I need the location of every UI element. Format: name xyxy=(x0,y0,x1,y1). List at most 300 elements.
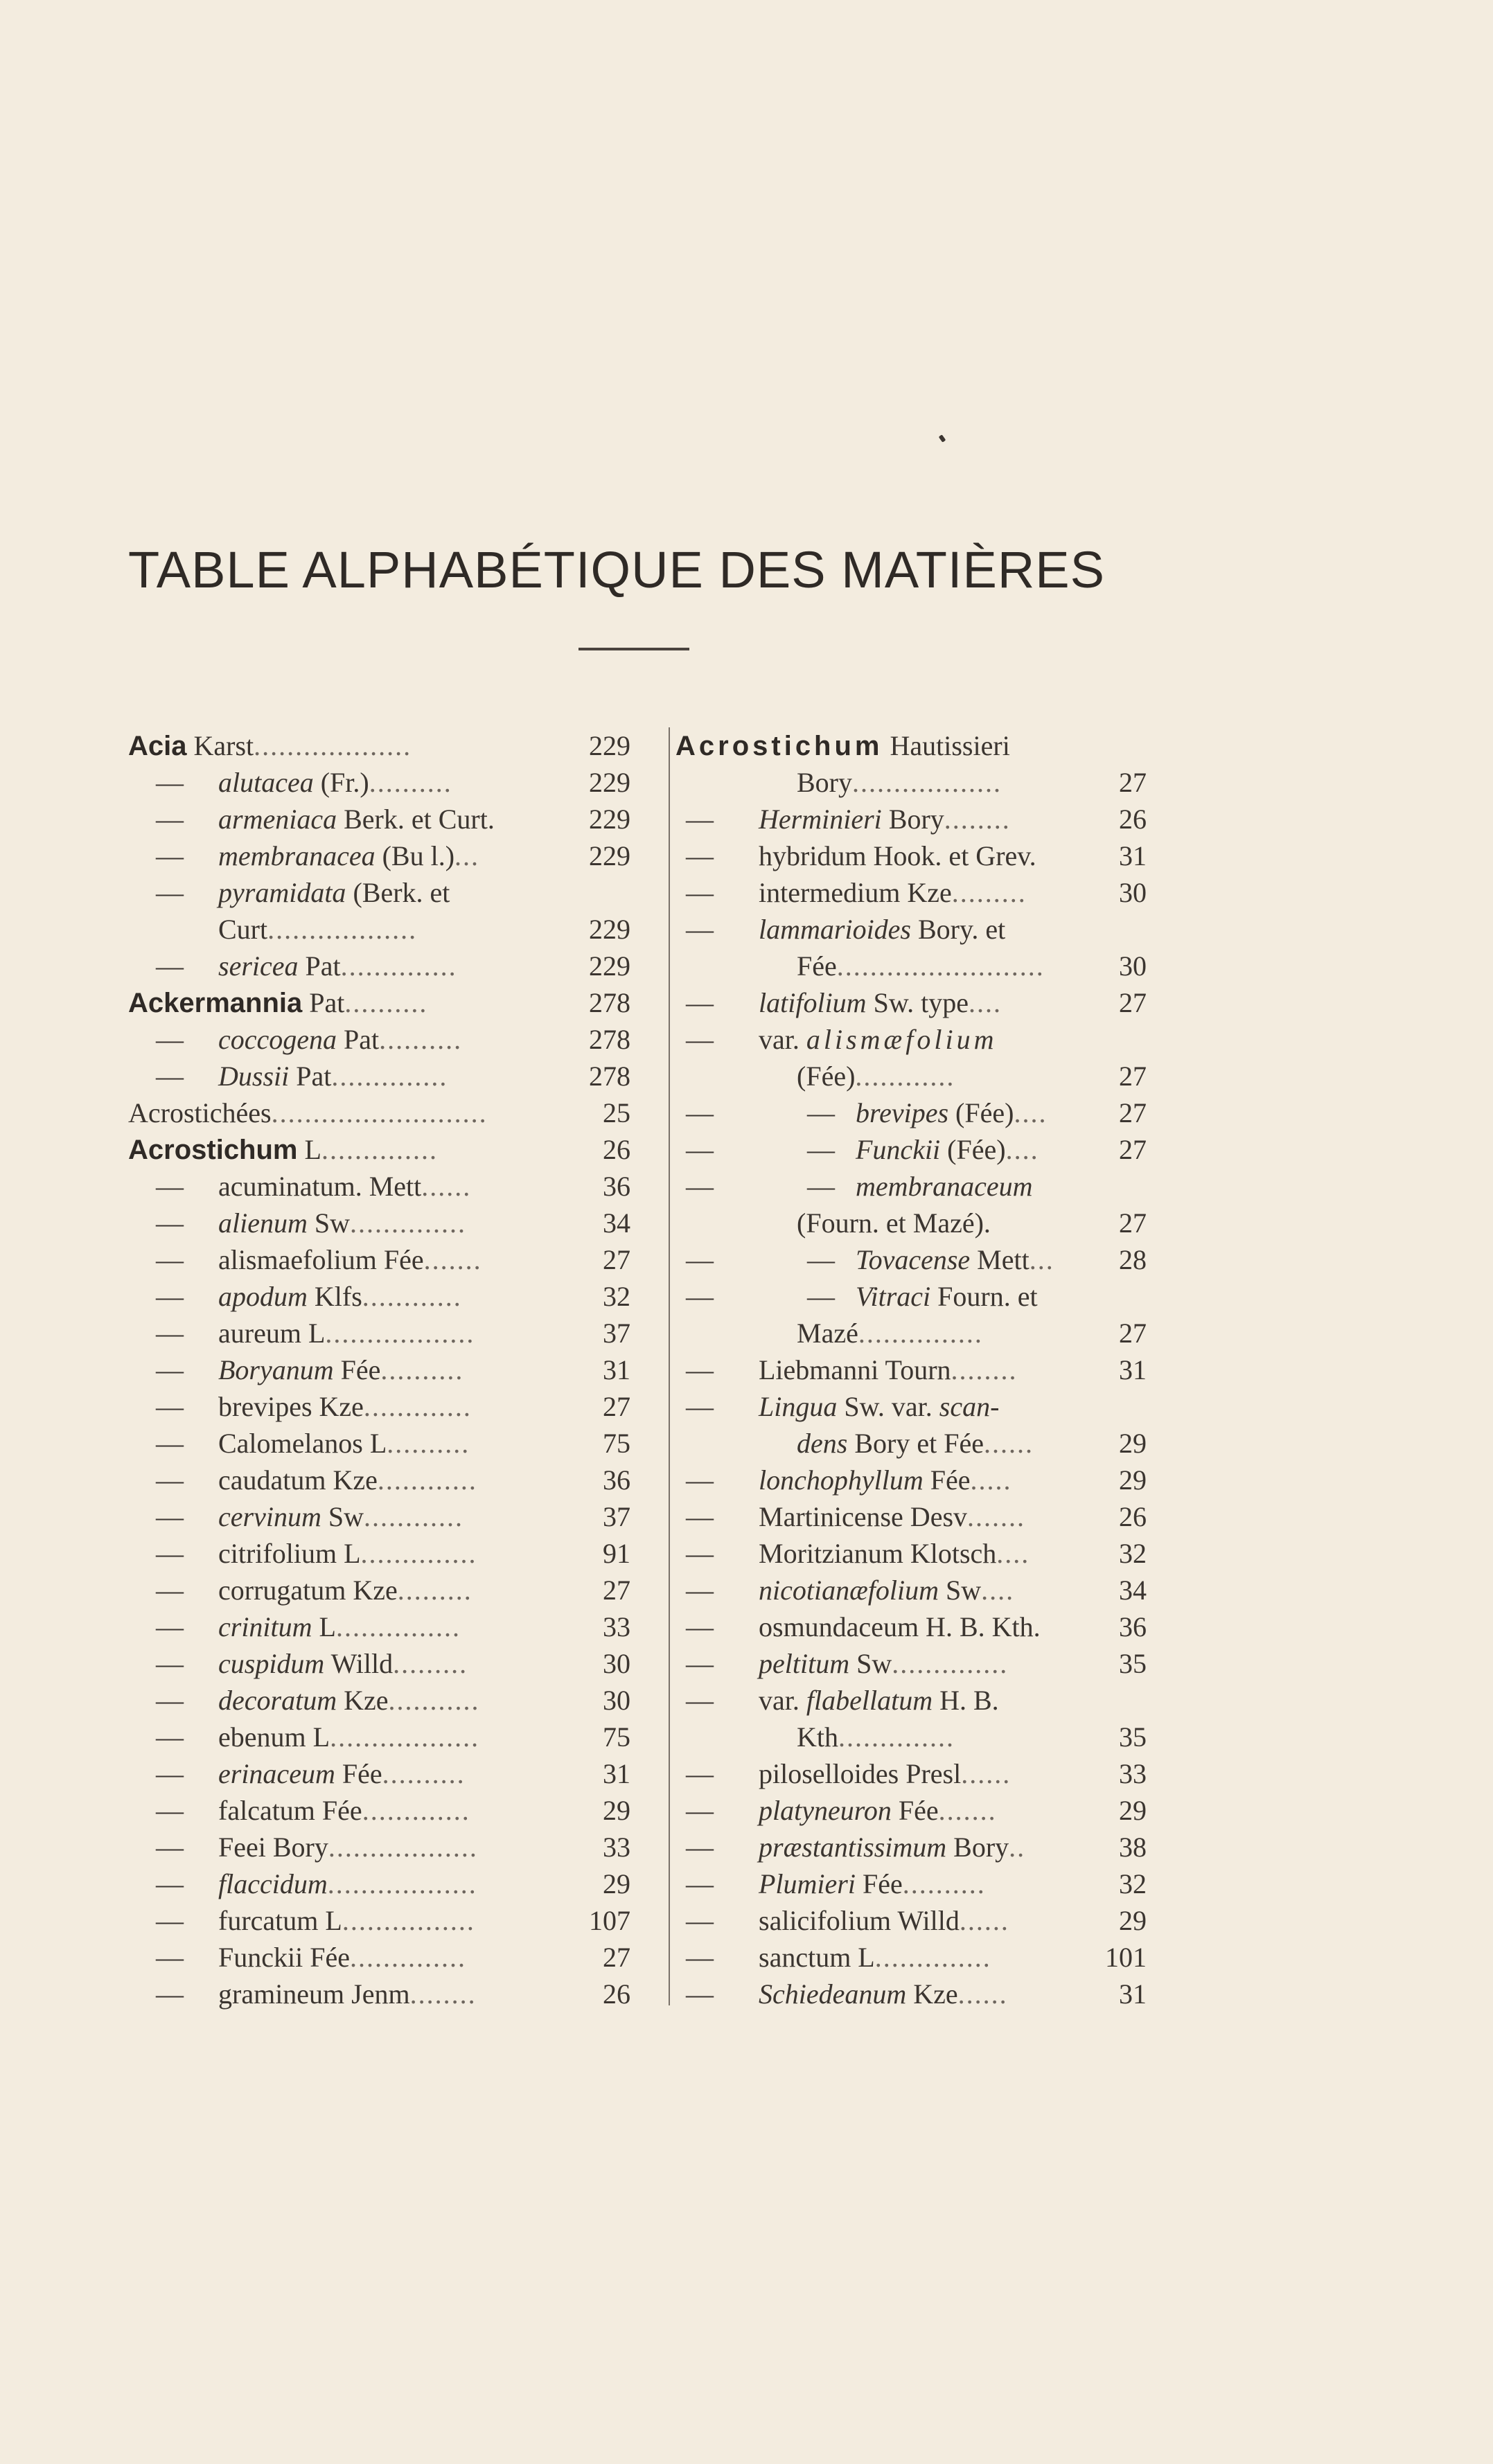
leader-dots: ................... xyxy=(254,730,412,761)
index-entry xyxy=(675,1829,1147,1865)
page-title: TABLE ALPHABÉTIQUE DES MATIÈRES xyxy=(128,541,1105,599)
dash-mark: — xyxy=(156,1942,184,1973)
species-name: decoratum xyxy=(218,1685,337,1716)
genus-name: Acrostichum xyxy=(675,731,883,761)
dash-mark: — xyxy=(156,804,184,835)
entry-author: Willd xyxy=(324,1648,394,1679)
page-number: 31 xyxy=(1119,1978,1147,2010)
genus-name: Ackermannia xyxy=(128,988,303,1018)
leader-dots: .............. xyxy=(350,1207,467,1239)
index-entry xyxy=(675,1058,1147,1094)
entry-text xyxy=(218,1572,472,1608)
entry-author: falcatum Fée xyxy=(218,1795,362,1826)
dash-mark: — xyxy=(686,1354,714,1385)
entry-text xyxy=(218,1462,477,1498)
entry-author: salicifolium Willd xyxy=(759,1905,960,1936)
index-entry xyxy=(128,727,630,764)
entry-text xyxy=(218,1939,466,1976)
entry-text xyxy=(759,984,1002,1021)
entry-continuation: Kth xyxy=(797,1721,838,1753)
entry-text xyxy=(759,1865,986,1902)
entry-text xyxy=(218,1388,472,1425)
dash-mark: — xyxy=(686,1501,714,1532)
entry-text xyxy=(218,764,452,801)
entry-author: Sw. var. xyxy=(837,1391,939,1422)
entry-continuation: Curt xyxy=(218,914,268,945)
entry-author: Calomelanos L xyxy=(218,1428,387,1459)
leader-dots: .................. xyxy=(327,1868,477,1899)
entry-author: Fée xyxy=(335,1758,382,1789)
entry-text xyxy=(759,911,1005,948)
entry-text xyxy=(759,1498,1025,1535)
leader-dots: .................. xyxy=(325,1318,475,1349)
leader-dots: ........... xyxy=(388,1685,480,1716)
entry-text xyxy=(856,1241,1054,1278)
entry-text xyxy=(218,801,495,837)
entry-author: Pat xyxy=(337,1024,380,1055)
variety-name: brevipes xyxy=(856,1097,949,1128)
dash-mark: — xyxy=(686,1538,714,1569)
variety-name: Tovacense xyxy=(856,1244,971,1275)
index-entry xyxy=(128,948,630,984)
index-entry xyxy=(675,1205,1147,1241)
entry-text xyxy=(759,1939,991,1976)
index-entry xyxy=(675,1902,1147,1939)
species-name: flaccidum xyxy=(218,1868,328,1899)
dash-mark: — xyxy=(156,1905,184,1936)
index-entry xyxy=(128,1241,630,1278)
index-entry xyxy=(675,801,1147,837)
entry-author: (Fr.) xyxy=(313,767,369,798)
dash-mark: — xyxy=(156,767,184,798)
index-entry xyxy=(128,1021,630,1058)
leader-dots: .... xyxy=(1014,1097,1048,1128)
species-name: lonchophyllum xyxy=(759,1464,924,1496)
entry-text xyxy=(797,1315,983,1351)
page-number: 31 xyxy=(603,1354,630,1385)
leader-dots: .......... xyxy=(380,1354,464,1385)
dash-mark: — xyxy=(156,950,184,982)
leader-dots: .............. xyxy=(892,1648,1009,1679)
leader-dots: ............. xyxy=(363,1391,472,1422)
entry-continuation: Mazé xyxy=(797,1318,858,1349)
page-number: 34 xyxy=(603,1207,630,1239)
entry-text xyxy=(128,727,412,764)
species-name: lammarioides xyxy=(759,914,911,945)
page-number: 30 xyxy=(603,1648,630,1679)
leader-dots: ......... xyxy=(397,1575,472,1606)
page-number: 26 xyxy=(603,1134,630,1165)
species-name: sericea xyxy=(218,950,299,982)
entry-text xyxy=(218,874,450,911)
entry-author: var. xyxy=(759,1024,806,1055)
entry-author: Sw. type xyxy=(866,987,969,1018)
leader-dots: ............... xyxy=(858,1318,983,1349)
page-number: 29 xyxy=(1119,1905,1147,1936)
leader-dots: .............. xyxy=(874,1942,991,1973)
species-name: alismæfolium xyxy=(806,1024,998,1055)
page-number: 75 xyxy=(603,1428,630,1459)
entry-author: Kze xyxy=(337,1685,389,1716)
page-number: 36 xyxy=(603,1464,630,1496)
entry-author: Bory xyxy=(946,1832,1009,1863)
entry-author: Sw xyxy=(307,1207,351,1239)
leader-dots: .. xyxy=(1009,1832,1026,1863)
entry-author: aureum L xyxy=(218,1318,326,1349)
dash-mark: — xyxy=(156,877,184,908)
leader-dots: ............ xyxy=(855,1061,955,1092)
entry-text xyxy=(759,1608,1041,1645)
entry-continuation: Bory xyxy=(797,767,852,798)
entry-text xyxy=(218,1535,477,1572)
index-entry xyxy=(128,1388,630,1425)
entry-author: Fourn. et xyxy=(930,1281,1038,1312)
variety-name: Vitraci xyxy=(856,1281,931,1312)
entry-text xyxy=(856,1168,1033,1205)
dash-mark: — xyxy=(156,1207,184,1239)
page-number: 26 xyxy=(1119,804,1147,835)
leader-dots: .................. xyxy=(328,1832,478,1863)
index-entry xyxy=(675,1168,1147,1205)
dash-mark: — xyxy=(686,1942,714,1973)
page-number: 29 xyxy=(1119,1428,1147,1459)
entry-author: (Fée) xyxy=(940,1134,1006,1165)
dash-mark: — xyxy=(686,1391,714,1422)
leader-dots: .......... xyxy=(382,1758,466,1789)
entry-author: Fée xyxy=(923,1464,971,1496)
index-entry xyxy=(128,1865,630,1902)
index-entry xyxy=(675,1608,1147,1645)
dash-mark: — xyxy=(156,1171,184,1202)
leader-dots: .......................... xyxy=(271,1097,488,1128)
dash-mark: — xyxy=(686,1905,714,1936)
page-number: 27 xyxy=(1119,987,1147,1018)
entry-text xyxy=(218,948,457,984)
leader-dots: ................ xyxy=(342,1905,475,1936)
leader-dots: .............. xyxy=(360,1538,477,1569)
dash-mark: — xyxy=(686,877,714,908)
page-number: 29 xyxy=(603,1795,630,1826)
page-number: 25 xyxy=(603,1097,630,1128)
page-number: 32 xyxy=(1119,1538,1147,1569)
entry-text xyxy=(759,801,1011,837)
entry-author: hybridum Hook. et Grev. xyxy=(759,840,1036,871)
entry-author: (Bu l.) xyxy=(375,840,455,871)
dash-mark: — xyxy=(156,1978,184,2010)
species-name: Lingua xyxy=(759,1391,838,1422)
species-name: crinitum xyxy=(218,1611,312,1642)
page-number: 75 xyxy=(603,1721,630,1753)
page-number: 30 xyxy=(603,1685,630,1716)
page-number: 229 xyxy=(589,950,630,982)
dash-mark: — xyxy=(156,1501,184,1532)
dash-mark: — xyxy=(686,1281,714,1312)
entry-text xyxy=(218,1021,462,1058)
leader-dots: .............. xyxy=(838,1721,955,1753)
dash-mark: — xyxy=(686,1758,714,1789)
index-entry xyxy=(675,1719,1147,1755)
dash-mark: — xyxy=(686,1685,714,1716)
leader-dots: .................. xyxy=(852,767,1002,798)
entry-text xyxy=(218,1976,477,2012)
dash-mark: — xyxy=(156,1832,184,1863)
page-number: 27 xyxy=(1119,1318,1147,1349)
index-entry xyxy=(128,1682,630,1719)
leader-dots: ............ xyxy=(362,1281,462,1312)
index-entry xyxy=(128,801,630,837)
dash-mark: — xyxy=(686,804,714,835)
entry-author: Fée xyxy=(891,1795,939,1826)
entry-text xyxy=(797,1058,955,1094)
leader-dots: ....... xyxy=(938,1795,997,1826)
page-number: 229 xyxy=(589,804,630,835)
entry-author: Bory. et xyxy=(911,914,1006,945)
page-number: 229 xyxy=(589,840,630,871)
entry-author: Pat xyxy=(289,1061,332,1092)
entry-author: piloselloides Presl xyxy=(759,1758,962,1789)
index-entry xyxy=(128,837,630,874)
dash-mark: — xyxy=(156,1281,184,1312)
page-number: 30 xyxy=(1119,877,1147,908)
entry-text xyxy=(218,1498,463,1535)
species-name: nicotianæfolium xyxy=(759,1575,939,1606)
index-entry xyxy=(128,874,630,911)
dash-mark: — xyxy=(156,1721,184,1753)
entry-author: Liebmanni Tourn xyxy=(759,1354,951,1385)
index-entry xyxy=(128,1462,630,1498)
entry-text xyxy=(759,1792,997,1829)
entry-text xyxy=(759,1388,999,1425)
page-number: 27 xyxy=(1119,1061,1147,1092)
index-entry xyxy=(128,1572,630,1608)
index-entry xyxy=(128,984,630,1021)
entry-text xyxy=(759,1829,1025,1865)
entry-text xyxy=(218,1168,471,1205)
entry-author: Sw xyxy=(321,1501,364,1532)
page-number: 27 xyxy=(1119,1134,1147,1165)
page-number: 37 xyxy=(603,1318,630,1349)
entry-author: acuminatum. Mett xyxy=(218,1171,422,1202)
page-number: 27 xyxy=(1119,1097,1147,1128)
dash-mark: — xyxy=(686,1024,714,1055)
entry-text xyxy=(218,1241,482,1278)
entry-text xyxy=(856,1131,1039,1168)
variety-name: Funckii xyxy=(856,1134,941,1165)
species-name: flabellatum xyxy=(806,1685,933,1716)
entry-text xyxy=(218,837,479,874)
dash-mark: — xyxy=(686,1134,714,1165)
dash-mark: — xyxy=(156,1611,184,1642)
leader-dots: ....... xyxy=(423,1244,482,1275)
entry-text xyxy=(797,764,1002,801)
page-number: 33 xyxy=(603,1832,630,1863)
index-entry xyxy=(675,1792,1147,1829)
index-entry xyxy=(675,1278,1147,1315)
leader-dots: ...... xyxy=(961,1758,1011,1789)
entry-continuation: (Fée) xyxy=(797,1061,856,1092)
leader-dots: .......... xyxy=(902,1868,986,1899)
index-entry xyxy=(675,1388,1147,1425)
dash-mark: — xyxy=(156,1795,184,1826)
entry-author: ebenum L xyxy=(218,1721,330,1753)
index-entry xyxy=(128,1902,630,1939)
species-name: præstantissimum xyxy=(759,1832,947,1863)
leader-dots: ............... xyxy=(335,1611,461,1642)
page-number: 229 xyxy=(589,730,630,761)
dash-mark: — xyxy=(686,1795,714,1826)
entry-text xyxy=(759,1902,1009,1939)
entry-text xyxy=(218,1682,479,1719)
index-entry xyxy=(128,1719,630,1755)
index-entry xyxy=(128,764,630,801)
index-entry xyxy=(675,1572,1147,1608)
species-name: apodum xyxy=(218,1281,308,1312)
species-name: erinaceum xyxy=(218,1758,335,1789)
species-name: membranacea xyxy=(218,840,376,871)
species-name: coccogena xyxy=(218,1024,337,1055)
page-number: 34 xyxy=(1119,1575,1147,1606)
entry-text xyxy=(797,1425,1034,1462)
dash-mark: — xyxy=(686,1648,714,1679)
page-number: 31 xyxy=(1119,840,1147,871)
entry-text xyxy=(218,1902,475,1939)
entry-author: Funckii Fée xyxy=(218,1942,350,1973)
index-entry xyxy=(675,948,1147,984)
entry-text xyxy=(797,948,1045,984)
entry-author: Berk. et Curt. xyxy=(337,804,495,835)
page-number: 29 xyxy=(603,1868,630,1899)
entry-author: brevipes Kze xyxy=(218,1391,364,1422)
index-entry xyxy=(128,1168,630,1205)
title-rule xyxy=(578,648,689,650)
dash-mark: — xyxy=(686,1832,714,1863)
page-number: 35 xyxy=(1119,1721,1147,1753)
index-entry xyxy=(128,1094,630,1131)
entry-text xyxy=(675,727,1010,764)
leader-dots: ........ xyxy=(944,804,1011,835)
entry-author: Sw xyxy=(939,1575,982,1606)
index-entry xyxy=(675,1131,1147,1168)
entry-author: Kze xyxy=(906,1978,958,2010)
entry-author: Fée xyxy=(333,1354,381,1385)
dash-mark: — xyxy=(686,840,714,871)
index-entry xyxy=(675,1645,1147,1682)
entry-text xyxy=(759,1462,1012,1498)
index-entry xyxy=(128,1829,630,1865)
dash-mark: — xyxy=(686,1575,714,1606)
entry-text xyxy=(856,1278,1038,1315)
page-number: 101 xyxy=(1105,1942,1147,1973)
leader-dots: ......................... xyxy=(836,950,1045,982)
dash-mark: — xyxy=(156,1354,184,1385)
page-number: 27 xyxy=(1119,767,1147,798)
index-entry xyxy=(675,764,1147,801)
dash-mark: — xyxy=(686,1464,714,1496)
page-number: 278 xyxy=(589,1061,630,1092)
page-number: 29 xyxy=(1119,1795,1147,1826)
entry-author: citrifolium L xyxy=(218,1538,361,1569)
leader-dots: .............. xyxy=(321,1134,438,1165)
entry-continuation: (Fourn. et Mazé). xyxy=(797,1207,991,1239)
dash-mark: — xyxy=(156,840,184,871)
genus-name: Acrostichum xyxy=(128,1135,298,1165)
entry-text xyxy=(759,1021,997,1058)
left-column xyxy=(128,727,630,2012)
page-number: 229 xyxy=(589,767,630,798)
dash-mark: — xyxy=(686,1868,714,1899)
index-entry xyxy=(675,874,1147,911)
entry-text xyxy=(759,837,1036,874)
entry-text xyxy=(759,1682,999,1719)
dash-mark: — xyxy=(156,1868,184,1899)
entry-text xyxy=(759,1535,1030,1572)
index-entry xyxy=(128,1058,630,1094)
entry-author: furcatum L xyxy=(218,1905,342,1936)
entry-text xyxy=(218,1425,470,1462)
leader-dots: ... xyxy=(454,840,480,871)
column-divider xyxy=(669,727,670,2005)
species-name: peltitum xyxy=(759,1648,850,1679)
leader-dots: .............. xyxy=(340,950,457,982)
entry-author: Fée xyxy=(855,1868,903,1899)
dash-mark: — xyxy=(156,1024,184,1055)
dash-mark: — xyxy=(156,1428,184,1459)
dash-mark: — xyxy=(156,1685,184,1716)
entry-text xyxy=(797,1205,991,1241)
dash-mark: — xyxy=(156,1391,184,1422)
leader-dots: ...... xyxy=(983,1428,1034,1459)
leader-dots: ............ xyxy=(363,1501,463,1532)
leader-dots: ...... xyxy=(421,1171,472,1202)
dash-mark: — xyxy=(156,1648,184,1679)
page-number: 31 xyxy=(1119,1354,1147,1385)
index-entry xyxy=(128,911,630,948)
index-entry xyxy=(675,1535,1147,1572)
leader-dots: ......... xyxy=(951,877,1027,908)
index-entry xyxy=(675,1094,1147,1131)
entry-text xyxy=(759,1755,1011,1792)
index-entry xyxy=(128,1498,630,1535)
species-name: latifolium xyxy=(759,987,867,1018)
page-number: 91 xyxy=(603,1538,630,1569)
page-number: 27 xyxy=(603,1391,630,1422)
right-column xyxy=(675,727,1147,2012)
leader-dots: .......... xyxy=(379,1024,463,1055)
entry-author: Sw xyxy=(849,1648,892,1679)
leader-dots: ..... xyxy=(970,1464,1012,1496)
leader-dots: .............. xyxy=(331,1061,448,1092)
leader-dots: ............ xyxy=(377,1464,477,1496)
page-number: 28 xyxy=(1119,1244,1147,1275)
entry-author: Pat xyxy=(302,987,345,1018)
entry-text xyxy=(218,1645,468,1682)
genus-name: Acia xyxy=(128,731,187,761)
entry-author: Martinicense Desv xyxy=(759,1501,968,1532)
species-name: alienum xyxy=(218,1207,308,1239)
species-name: Plumieri xyxy=(759,1868,856,1899)
index-entry xyxy=(675,1021,1147,1058)
entry-author: alismaefolium Fée xyxy=(218,1244,424,1275)
entry-text xyxy=(218,1755,466,1792)
index-entry xyxy=(128,1608,630,1645)
leader-dots: .... xyxy=(1005,1134,1039,1165)
page-number: 32 xyxy=(603,1281,630,1312)
leader-dots: ...... xyxy=(959,1905,1009,1936)
index-entry xyxy=(128,1535,630,1572)
page-number: 31 xyxy=(603,1758,630,1789)
entry-text xyxy=(759,1976,1008,2012)
species-name: Dussii xyxy=(218,1061,290,1092)
